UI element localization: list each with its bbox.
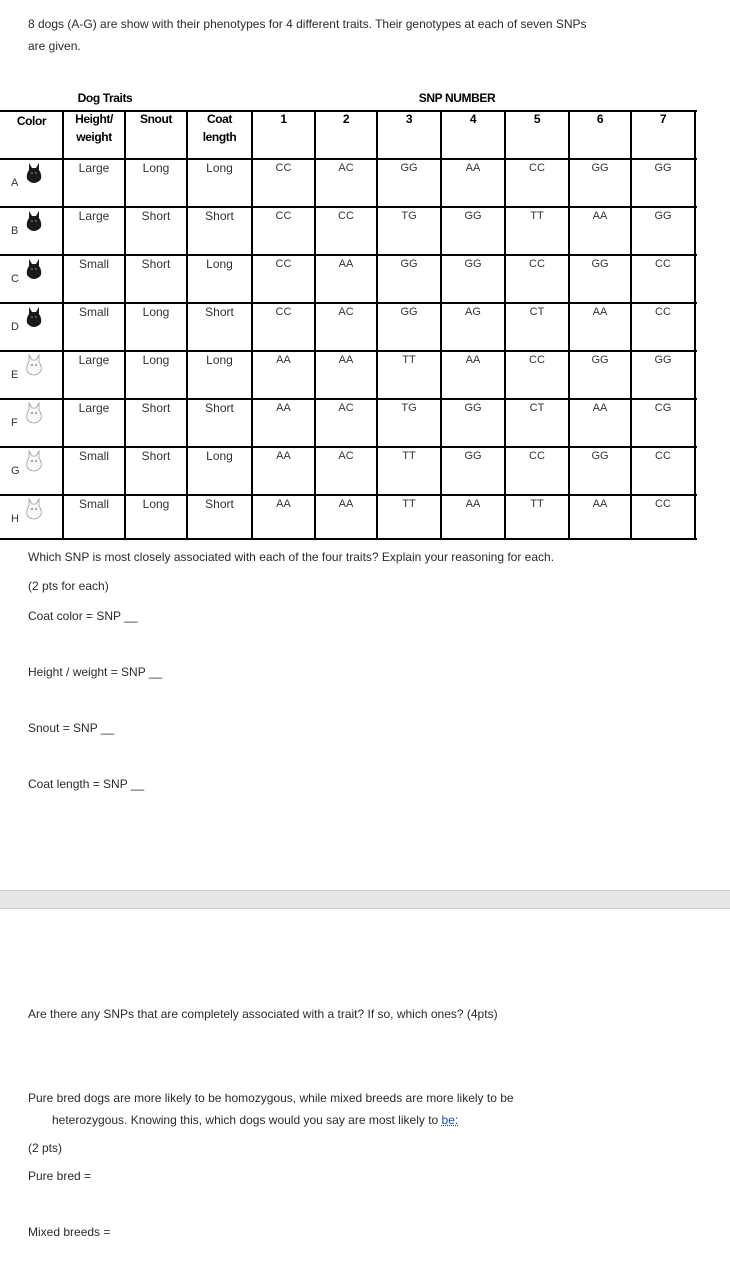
cell-coat-length: Long <box>206 353 233 367</box>
col-header-snp-2: 2 <box>342 112 350 126</box>
cell-coat-length: Long <box>206 161 233 175</box>
cell-snout: Short <box>141 257 171 271</box>
col-header-snout: Snout <box>140 112 172 126</box>
cell-coat-length: Long <box>206 449 233 463</box>
cell-snp-4: GG <box>464 450 482 462</box>
cell-snp-4: AA <box>465 498 481 510</box>
cell-snp-1: AA <box>276 402 291 414</box>
cell-snp-5: CC <box>529 354 545 366</box>
table-vline <box>314 111 316 540</box>
white-dog-icon <box>25 450 43 472</box>
cell-snp-1: AA <box>276 354 291 366</box>
cell-snp-6: GG <box>591 258 609 270</box>
table-vline <box>694 111 696 540</box>
cell-height: Large <box>78 209 110 223</box>
cell-coat-length: Short <box>205 401 234 415</box>
cell-snp-7: CC <box>655 258 671 270</box>
cell-snp-6: GG <box>591 162 609 174</box>
dog-letter: D <box>11 321 19 333</box>
answer-mixed-breeds: Mixed breeds = <box>28 1225 111 1239</box>
cell-snp-3: GG <box>400 306 418 318</box>
table-hline <box>0 302 697 304</box>
col-header-snp-4: 4 <box>469 112 477 126</box>
table-vline <box>186 111 188 540</box>
table-vline <box>251 111 253 540</box>
cell-snp-6: AA <box>592 402 608 414</box>
cell-snp-6: AA <box>592 210 608 222</box>
intro-line-2: are given. <box>28 39 81 53</box>
cell-coat-length: Short <box>205 305 234 319</box>
cell-snp-6: AA <box>592 498 608 510</box>
black-dog-icon <box>25 306 43 328</box>
cell-snp-5: CT <box>529 306 545 318</box>
cell-snout: Short <box>141 449 171 463</box>
cell-snp-5: TT <box>530 210 544 222</box>
cell-snp-7: CC <box>655 450 671 462</box>
cell-snp-5: CT <box>529 402 545 414</box>
white-dog-icon <box>25 402 43 424</box>
answer-height-weight: Height / weight = SNP __ <box>28 665 163 679</box>
question-1-points: (2 pts for each) <box>28 579 109 593</box>
cell-snp-5: CC <box>529 162 545 174</box>
cell-snp-5: CC <box>529 450 545 462</box>
answer-coat-color: Coat color = SNP __ <box>28 609 138 623</box>
cell-height: Small <box>78 257 109 271</box>
cell-snp-1: CC <box>275 306 292 318</box>
cell-snp-2: AA <box>338 258 354 270</box>
cell-snp-2: AC <box>338 402 354 414</box>
cell-snout: Long <box>142 353 170 367</box>
table-hline <box>0 398 697 400</box>
table-vline <box>376 111 378 540</box>
table-hline <box>0 446 697 448</box>
cell-snp-4: AA <box>465 162 481 174</box>
cell-snout: Short <box>141 401 171 415</box>
be-link[interactable]: be: <box>441 1113 459 1127</box>
question-3-line-2 <box>52 1109 458 1131</box>
table-hline <box>0 538 697 540</box>
cell-coat-length: Long <box>206 257 233 271</box>
table-vline <box>504 111 506 540</box>
table-hline <box>0 350 697 352</box>
cell-snp-7: GG <box>654 354 672 366</box>
cell-snp-1: AA <box>276 450 291 462</box>
cell-coat-length: Short <box>205 209 234 223</box>
cell-snp-3: TT <box>402 354 416 366</box>
cell-snp-7: CG <box>654 402 672 414</box>
black-dog-icon <box>25 258 43 280</box>
cell-snout: Long <box>142 305 170 319</box>
table-hline <box>0 254 697 256</box>
black-dog-icon <box>25 210 43 232</box>
question-3-points: (2 pts) <box>28 1141 63 1155</box>
col-header-snp-7: 7 <box>659 112 667 126</box>
cell-snp-1: AA <box>276 498 291 510</box>
cell-snp-2: AA <box>338 354 354 366</box>
cell-snp-1: CC <box>275 162 292 174</box>
cell-snp-3: TG <box>401 210 417 222</box>
cell-height: Small <box>78 497 109 511</box>
cell-height: Small <box>78 449 109 463</box>
cell-height: Small <box>78 305 109 319</box>
cell-snp-4: GG <box>464 210 482 222</box>
col-header-coat: Coat <box>206 112 233 126</box>
cell-snp-7: CC <box>655 306 671 318</box>
dog-letter: F <box>11 417 18 429</box>
dog-traits-header: Dog Traits <box>77 91 133 105</box>
table-hline <box>0 158 697 160</box>
cell-coat-length: Short <box>205 497 234 511</box>
answer-snout: Snout = SNP __ <box>28 721 115 735</box>
table-hline <box>0 494 697 496</box>
dog-letter: H <box>11 513 19 525</box>
cell-snp-5: TT <box>530 498 544 510</box>
cell-snout: Long <box>142 161 170 175</box>
col-header-height: Height/ <box>75 112 113 126</box>
col-header-height-2: weight <box>76 130 112 144</box>
cell-snp-2: AC <box>338 162 354 174</box>
cell-snp-2: AC <box>338 306 354 318</box>
cell-snp-7: GG <box>654 162 672 174</box>
cell-height: Large <box>78 161 110 175</box>
question-1: Which SNP is most closely associated with each of the four traits? Explain your reasoning for each. <box>28 550 555 564</box>
cell-snp-6: GG <box>591 450 609 462</box>
cell-snp-6: AA <box>592 306 608 318</box>
col-header-snp-1: 1 <box>280 112 287 126</box>
cell-snp-1: CC <box>275 210 292 222</box>
cell-snp-3: GG <box>400 162 418 174</box>
col-header-snp-3: 3 <box>405 112 413 126</box>
dog-letter: G <box>11 465 20 477</box>
cell-snp-7: CC <box>655 498 671 510</box>
page-break <box>0 890 730 909</box>
question-3-line-2-text: heterozygous. Knowing this, which dogs would you say are most likely to <box>52 1113 442 1127</box>
cell-snp-2: AA <box>338 498 354 510</box>
answer-pure-bred: Pure bred = <box>28 1169 92 1183</box>
cell-snout: Long <box>142 497 170 511</box>
question-2: Are there any SNPs that are completely associated with a trait? If so, which ones? (4pts) <box>28 1007 498 1021</box>
cell-snp-1: CC <box>275 258 292 270</box>
dog-letter: C <box>11 273 19 285</box>
table-vline <box>630 111 632 540</box>
black-dog-icon <box>25 162 43 184</box>
col-header-snp-5: 5 <box>533 112 541 126</box>
cell-snp-4: AG <box>465 306 481 318</box>
cell-snp-3: GG <box>400 258 418 270</box>
cell-snp-6: GG <box>591 354 609 366</box>
question-3-line-1: Pure bred dogs are more likely to be homozygous, while mixed breeds are more likely to be <box>28 1091 514 1105</box>
cell-height: Large <box>78 401 110 415</box>
cell-height: Large <box>78 353 110 367</box>
table-vline <box>440 111 442 540</box>
dog-letter: B <box>11 225 19 237</box>
cell-snp-3: TT <box>402 450 416 462</box>
cell-snout: Short <box>141 209 171 223</box>
col-header-color: Color <box>16 114 47 128</box>
cell-snp-2: AC <box>338 450 354 462</box>
cell-snp-3: TG <box>401 402 417 414</box>
table-vline <box>62 111 64 540</box>
white-dog-icon <box>25 498 43 520</box>
white-dog-icon <box>25 354 43 376</box>
table-vline <box>568 111 570 540</box>
col-header-snp-6: 6 <box>596 112 604 126</box>
cell-snp-4: GG <box>464 258 482 270</box>
table-hline <box>0 206 697 208</box>
col-header-coat-2: length <box>202 130 237 144</box>
dog-letter: A <box>11 177 19 189</box>
snp-number-header: SNP NUMBER <box>418 91 496 105</box>
table-vline <box>124 111 126 540</box>
cell-snp-2: CC <box>338 210 354 222</box>
cell-snp-4: AA <box>465 354 481 366</box>
cell-snp-7: GG <box>654 210 672 222</box>
cell-snp-3: TT <box>402 498 416 510</box>
cell-snp-4: GG <box>464 402 482 414</box>
answer-coat-length: Coat length = SNP __ <box>28 777 145 791</box>
intro-line-1: 8 dogs (A-G) are show with their phenotypes for 4 different traits. Their genotypes at each of seven SNPs <box>28 17 587 31</box>
dog-letter: E <box>11 369 19 381</box>
cell-snp-5: CC <box>529 258 545 270</box>
